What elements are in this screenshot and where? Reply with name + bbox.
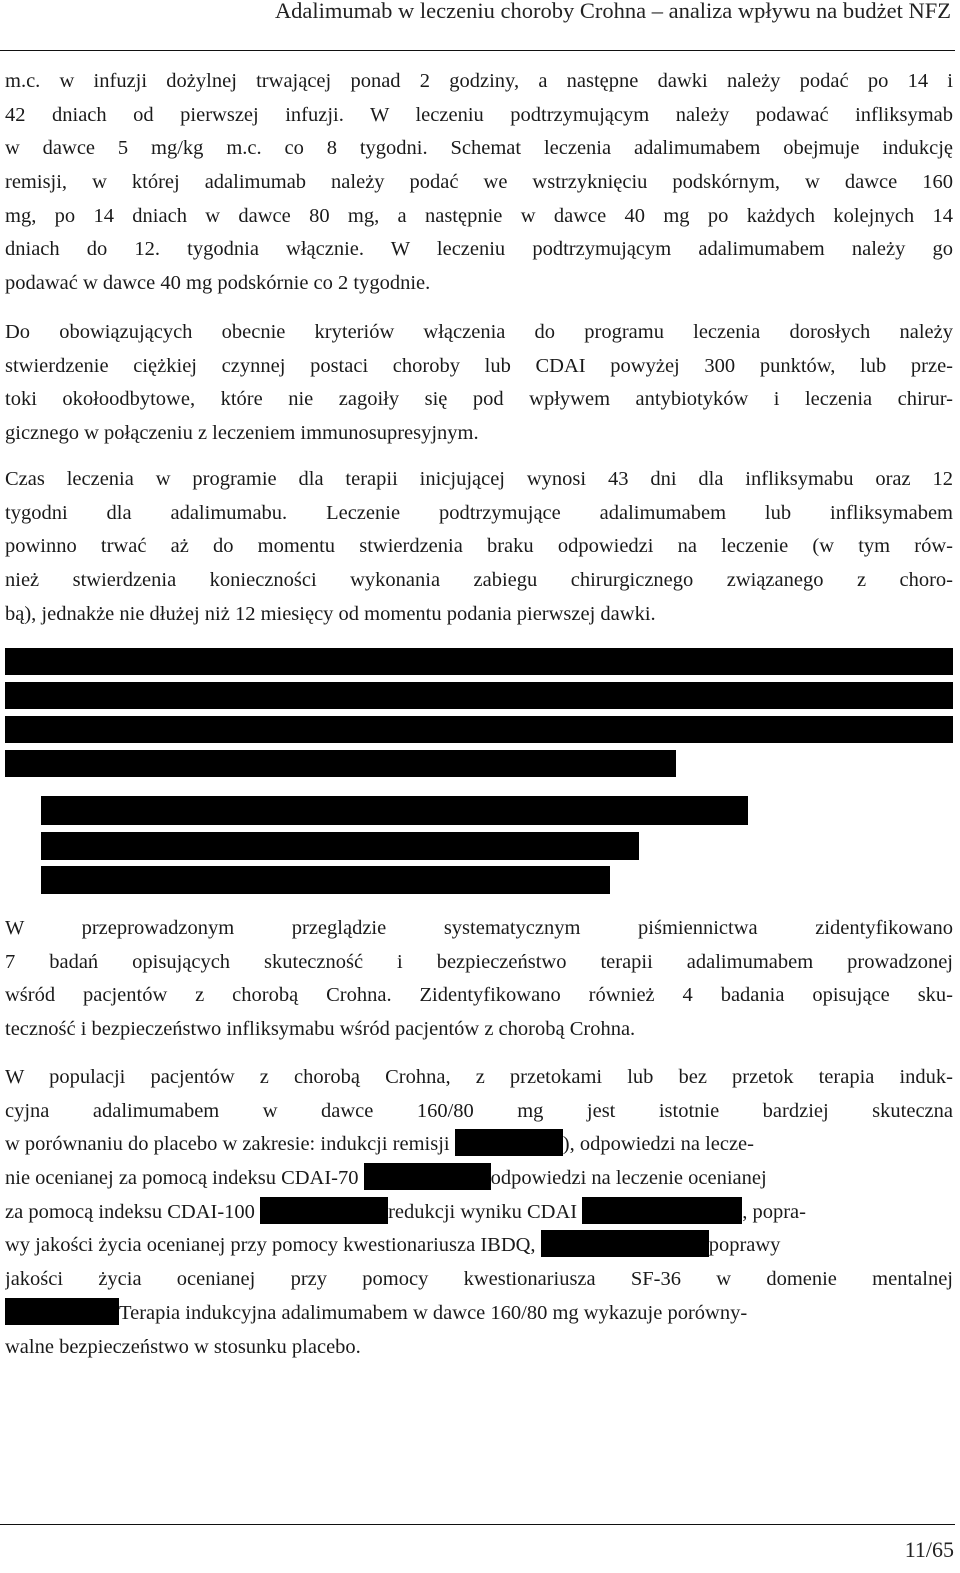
text-segment: nie ocenianej za pomocą indeksu CDAI-70 (5, 1167, 364, 1190)
page-header (0, 0, 955, 51)
text-line: Czas leczenia w programie dla terapii inicjującej wynosi 43 dni dla infliksymabu oraz 12 (5, 468, 953, 490)
text-segment: , popra- (742, 1200, 806, 1223)
text-line: remisji, w której adalimumab należy podać we wstrzyknięciu podskórnym, w dawce 160 (5, 171, 953, 194)
text-line: walne bezpieczeństwo w stosunku placebo. (5, 1335, 361, 1358)
text-line (5, 1162, 953, 1196)
text-line: m.c. w infuzji dożylnej trwającej ponad 2 godziny, a następne dawki należy podać po 14 i (5, 70, 953, 92)
text-line: jakości życia ocenianej przy pomocy kwestionariusza SF-36 w domenie mentalnej (5, 1268, 953, 1291)
redacted-inline (364, 1163, 491, 1190)
page-number: 11/65 (904, 1537, 954, 1562)
text-line: W populacji pacjentów z chorobą Crohna, z przetokami lub bez przetok terapia induk- (5, 1066, 953, 1088)
text-line: 7 badań opisujących skuteczność i bezpieczeństwo terapii adalimumabem prowadzonej (5, 950, 953, 973)
text-line: Do obowiązujących obecnie kryteriów włączenia do programu leczenia dorosłych należy (5, 321, 953, 343)
text-line: W przeprowadzonym przeglądzie systematycznym piśmiennictwa zidentyfikowano (5, 917, 953, 939)
paragraph-systematic-review (5, 912, 953, 1047)
text-line: podawać w dawce 40 mg podskórnie co 2 tygodnie. (5, 272, 431, 295)
redacted-block (5, 648, 953, 675)
text-line: nież stwierdzenia konieczności wykonania zabiegu chirurgicznego związanego z choro- (5, 569, 953, 592)
text-line (5, 1297, 953, 1331)
paragraph-treatment-schedule (5, 65, 953, 301)
redacted-block (5, 682, 953, 709)
redacted-block (41, 866, 610, 894)
redacted-block (5, 750, 676, 777)
text-line (5, 1229, 953, 1263)
text-line: dniach do 12. tygodnia włącznie. W leczeniu podtrzymującym adalimumabem należy go (5, 238, 953, 261)
text-segment: poprawy (708, 1234, 781, 1257)
text-line: bą), jednakże nie dłużej niż 12 miesięcy od momentu podania pierwszej dawki. (5, 602, 656, 625)
text-segment: ), odpowiedzi na lecze- (562, 1133, 754, 1156)
text-segment: w porównaniu do placebo w zakresie: indukcji remisji (5, 1133, 455, 1156)
paragraph-treatment-duration (5, 463, 953, 631)
text-line: gicznego w połączeniu z leczeniem immunosupresyjnym. (5, 422, 479, 445)
redacted-block (41, 832, 639, 860)
text-line: w dawce 5 mg/kg m.c. co 8 tygodni. Schemat leczenia adalimumabem obejmuje indukcję (5, 137, 953, 160)
paragraph-inclusion-criteria (5, 316, 953, 451)
footer-rule (0, 1524, 955, 1525)
text-segment: redukcji wyniku CDAI (388, 1200, 583, 1223)
text-line: mg, po 14 dniach w dawce 80 mg, a następnie w dawce 40 mg po każdych kolejnych 14 (5, 204, 953, 227)
text-line: powinno trwać aż do momentu stwierdzenia braku odpowiedzi na leczenie (w tym rów- (5, 535, 953, 558)
text-line (5, 1128, 953, 1162)
redacted-inline (260, 1197, 388, 1224)
text-segment: Terapia indukcyjna adalimumabem w dawce 160/80 mg wykazuje porówny- (119, 1301, 748, 1324)
text-line (5, 1196, 953, 1230)
redacted-block (5, 716, 953, 743)
text-line: 42 dniach od pierwszej infuzji. W leczeniu podtrzymującym należy podawać infliksymab (5, 103, 953, 126)
document-title: Adalimumab w leczeniu choroby Crohna – analiza wpływu na budżet NFZ (274, 0, 951, 23)
text-line: teczność i bezpieczeństwo infliksymabu wśród pacjentów z chorobą Crohna. (5, 1018, 636, 1041)
text-line: toki okołoodbytowe, które nie zagoiły się pod wpływem antybiotyków i leczenia chirur- (5, 388, 953, 411)
text-line: wśród pacjentów z chorobą Crohna. Zidentyfikowano również 4 badania opisujące sku- (5, 984, 953, 1007)
text-segment: odpowiedzi na leczenie ocenianej (490, 1167, 767, 1190)
redacted-inline (541, 1230, 709, 1257)
redacted-inline (582, 1197, 742, 1224)
redacted-inline (5, 1298, 119, 1325)
redacted-inline (455, 1129, 563, 1156)
text-line: stwierdzenie ciężkiej czynnej postaci choroby lub CDAI powyżej 300 punktów, lub prze- (5, 354, 953, 377)
text-line: tygodni dla adalimumabu. Leczenie podtrzymujące adalimumabem lub infliksymabem (5, 501, 953, 524)
redacted-block (41, 796, 748, 825)
paragraph-efficacy-results (5, 1061, 953, 1364)
text-line: cyjna adalimumabem w dawce 160/80 mg jest istotnie bardziej skuteczna (5, 1099, 953, 1122)
text-segment: wy jakości życia ocenianej przy pomocy kwestionariusza IBDQ, (5, 1234, 541, 1257)
text-segment: za pomocą indeksu CDAI-100 (5, 1200, 261, 1223)
